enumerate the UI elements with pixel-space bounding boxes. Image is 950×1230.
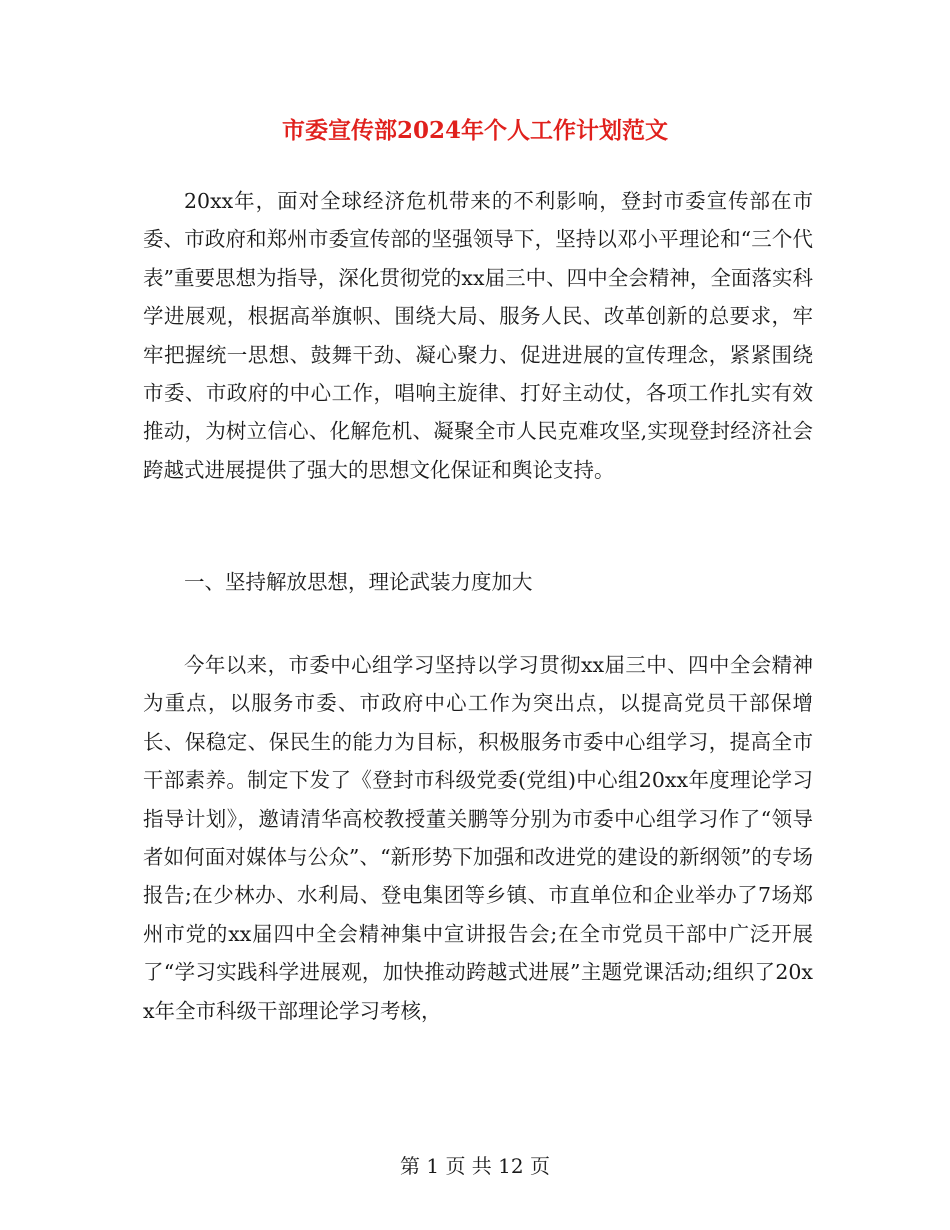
paragraph-intro: 20xx年，面对全球经济危机带来的不利影响，登封市委宣传部在市委、市政府和郑州市委宣传部的坚强领导下，坚持以邓小平理论和“三个代表”重要思想为指导，深化贯彻党的xx届三中、四中全会精神，全面落实科学进展观，根据高举旗帜、围绕大局、服务人民、改革创新的总要求，牢牢把握统一思想、鼓舞干劲、凝心聚力、促进进展的宣传理念，紧紧围绕市委、市政府的中心工作，唱响主旋律、打好主动仗，各项工作扎实有效推动，为树立信心、化解危机、凝聚全市人民克难攻坚,实现登封经济社会跨越式进展提供了强大的思想文化保证和舆论支持。	[143, 189, 813, 482]
section-heading-1: 一、坚持解放思想，理论武装力度加大	[184, 570, 533, 594]
page-number-footer: 第 1 页 共 12 页	[400, 1154, 550, 1178]
document-title: 市委宣传部2024年个人工作计划范文	[281, 117, 668, 144]
paragraph-section-1: 今年以来，市委中心组学习坚持以学习贯彻xx届三中、四中全会精神为重点，以服务市委、市政府中心工作为突出点，以提高党员干部保增长、保稳定、保民生的能力为目标，积极服务市委中心组学习，提高全市干部素养。制定下发了《登封市科级党委(党组)中心组20xx年度理论学习指导计划》，邀请清华高校教授董关鹏等分别为市委中心组学习作了“领导者如何面对媒体与公众”、“新形势下加强和改进党的建设的新纲领”的专场报告;在少林办、水利局、登电集团等乡镇、市直单位和企业举办了7场郑州市党的xx届四中全会精神集中宣讲报告会;在全市党员干部中广泛开展了“学习实践科学进展观，加快推动跨越式进展”主题党课活动;组织了20xx年全市科级干部理论学习考核，	[143, 653, 813, 1023]
